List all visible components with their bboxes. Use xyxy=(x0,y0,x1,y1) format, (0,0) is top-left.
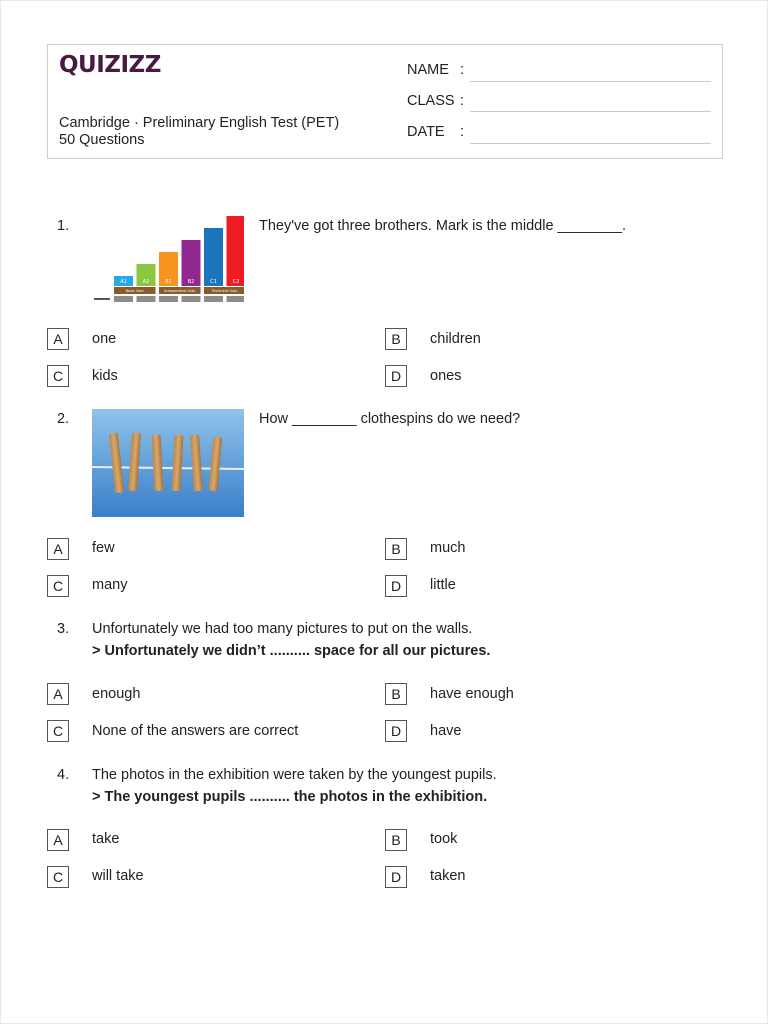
cefr-bar-label: B1 xyxy=(165,279,172,285)
cefr-sub-strip xyxy=(227,296,245,302)
question-4-text: The photos in the exhibition were taken by the youngest pupils. xyxy=(92,767,497,783)
worksheet-header xyxy=(47,44,723,159)
date-field-label: DATE : xyxy=(407,124,465,140)
class-field-line[interactable] xyxy=(470,111,711,112)
cefr-sub-strip xyxy=(114,296,133,302)
name-field-label: NAME : xyxy=(407,62,465,78)
cefr-bar-label: C1 xyxy=(210,279,217,285)
cefr-sub-strip xyxy=(137,296,156,302)
question-3-text: Unfortunately we had too many pictures to put on the walls. xyxy=(92,621,473,637)
q1-option-a-box[interactable]: A xyxy=(47,328,69,350)
cefr-bar-label: C2 xyxy=(232,279,240,285)
cefr-sub-strip xyxy=(159,296,178,302)
cefr-sub-strip xyxy=(182,296,201,302)
q1-option-b-text: children xyxy=(430,331,481,347)
cefr-bar-c2 xyxy=(227,216,245,286)
q1-option-d-text: ones xyxy=(430,368,462,384)
question-3-number: 3. xyxy=(57,621,70,637)
name-field-line[interactable] xyxy=(470,81,711,82)
q4-option-c-box[interactable]: C xyxy=(47,866,69,888)
q2-option-c-box[interactable]: C xyxy=(47,575,69,597)
q3-option-b-box[interactable]: B xyxy=(385,683,407,705)
cefr-bar-label: A1 xyxy=(120,279,127,285)
cefr-levels-image xyxy=(92,209,244,309)
q3-option-a-text: enough xyxy=(92,686,141,702)
cefr-sub-strip xyxy=(204,296,223,302)
question-1-number: 1. xyxy=(57,218,70,234)
cefr-band-label: Independent User xyxy=(164,289,196,293)
q1-option-a-text: one xyxy=(92,331,117,347)
q2-option-d-text: little xyxy=(430,577,456,593)
q1-option-d-box[interactable]: D xyxy=(385,365,407,387)
q3-option-d-text: have xyxy=(430,723,462,739)
q3-option-d-box[interactable]: D xyxy=(385,720,407,742)
q4-option-b-box[interactable]: B xyxy=(385,829,407,851)
q3-option-c-box[interactable]: C xyxy=(47,720,69,742)
clothespins-image xyxy=(92,409,244,517)
q3-option-b-text: have enough xyxy=(430,686,514,702)
date-field-line[interactable] xyxy=(470,143,711,144)
cefr-bar-label: A2 xyxy=(142,279,150,285)
q1-option-b-box[interactable]: B xyxy=(385,328,407,350)
q4-option-a-box[interactable]: A xyxy=(47,829,69,851)
question-3-prompt: > Unfortunately we didn’t .......... space for all our pictures. xyxy=(92,643,491,659)
q2-option-b-box[interactable]: B xyxy=(385,538,407,560)
q3-option-a-box[interactable]: A xyxy=(47,683,69,705)
cefr-band-label: Basic User xyxy=(125,289,144,293)
q4-option-d-box[interactable]: D xyxy=(385,866,407,888)
q4-option-b-text: took xyxy=(430,831,458,847)
q1-option-c-text: kids xyxy=(92,368,118,384)
cefr-bar-c1 xyxy=(204,228,223,286)
q3-option-c-text: None of the answers are correct xyxy=(92,723,299,739)
q1-option-c-box[interactable]: C xyxy=(47,365,69,387)
q2-option-a-text: few xyxy=(92,540,115,556)
clothespins-photo xyxy=(92,409,244,517)
q4-option-c-text: will take xyxy=(92,868,144,884)
q2-option-c-text: many xyxy=(92,577,128,593)
question-count: 50 Questions xyxy=(59,132,145,148)
question-4-number: 4. xyxy=(57,767,70,783)
cefr-band-label: Proficient User xyxy=(212,289,238,293)
q4-option-d-text: taken xyxy=(430,868,466,884)
question-1-text: They've got three brothers. Mark is the middle ________. xyxy=(259,218,627,234)
quizizz-logo: QUIZIZZ xyxy=(59,52,161,78)
question-4-prompt: > The youngest pupils .......... the photos in the exhibition. xyxy=(92,789,488,805)
cefr-row-label xyxy=(94,298,110,300)
q2-option-b-text: much xyxy=(430,540,466,556)
q4-option-a-text: take xyxy=(92,831,120,847)
class-field-label: CLASS : xyxy=(407,93,465,109)
cefr-bar-label: B2 xyxy=(187,279,195,285)
quiz-title: Cambridge · Preliminary English Test (PET) xyxy=(59,115,340,131)
q2-option-d-box[interactable]: D xyxy=(385,575,407,597)
q2-option-a-box[interactable]: A xyxy=(47,538,69,560)
question-2-number: 2. xyxy=(57,411,70,427)
question-2-text: How ________ clothespins do we need? xyxy=(259,411,521,427)
cefr-levels-chart xyxy=(92,209,244,309)
